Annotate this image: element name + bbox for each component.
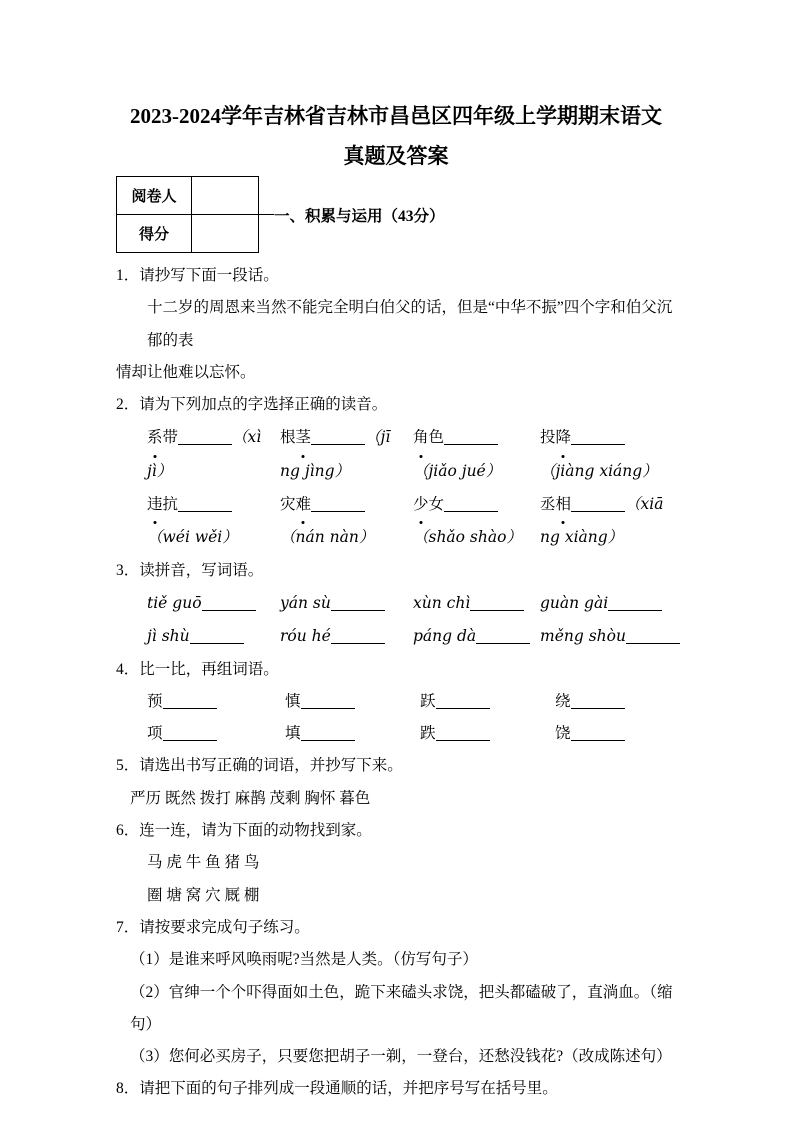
- answer-blank: [571, 499, 625, 512]
- compare-char: 项: [147, 725, 163, 743]
- grading-header: [116, 176, 676, 253]
- word-char: 丞: [540, 496, 556, 514]
- answer-blank: [444, 499, 498, 512]
- q7-sub-item-3: （3）您何必买房子，只要您把胡子一剃，一登台，还愁没钱花?（改成陈述句）: [130, 1048, 672, 1066]
- dotted-char: 茎: [296, 422, 312, 454]
- q2-item-word-line: [540, 421, 676, 454]
- q3-item: [280, 587, 413, 620]
- dotted-char: 少: [413, 489, 429, 521]
- section-heading: 一、积累与运用（43分）: [274, 207, 445, 225]
- q2-item-word-line: [540, 488, 676, 521]
- compare-char: 饶: [555, 725, 571, 743]
- pinyin-prompt: xùn chì: [413, 593, 471, 612]
- q2-item-word-line: [147, 421, 280, 454]
- q4-item: [420, 718, 555, 750]
- page-title: [116, 96, 676, 176]
- grading-table-row: [117, 177, 259, 215]
- q7-stem: 7．请按要求完成句子练习。: [116, 918, 310, 936]
- word-char: 灾: [280, 496, 296, 514]
- q2-item-pinyin-line: [147, 455, 280, 488]
- q1-stem: 1．请抄写下面一段话。: [116, 267, 279, 284]
- pinyin-option: （nán nàn）: [280, 528, 375, 547]
- answer-blank: [163, 728, 217, 741]
- q2-item-pinyin-line: [280, 521, 413, 554]
- q2-options-grid: [147, 421, 676, 554]
- q1-paragraph-line2: 情却让他难以忘怀。: [116, 363, 256, 381]
- answer-blank: [444, 432, 498, 445]
- q4-item: [555, 718, 676, 750]
- pinyin-option: （jī: [365, 428, 391, 447]
- q2-item-pinyin-line: [413, 521, 540, 554]
- answer-blank: [571, 432, 625, 445]
- q2-item: [280, 488, 413, 555]
- answer-blank: [608, 598, 662, 611]
- answer-blank: [470, 598, 524, 611]
- reviewer-label: 阅卷人: [117, 177, 192, 215]
- q2-item-word-line: [280, 421, 413, 454]
- q2-item-pinyin-line: [147, 521, 280, 554]
- answer-blank: [301, 728, 355, 741]
- compare-char: 预: [147, 692, 163, 710]
- pinyin-option: jì）: [147, 461, 173, 480]
- pinyin-option: ng jìng）: [280, 461, 350, 480]
- dotted-char: 相: [556, 489, 572, 521]
- q3-item: [147, 620, 280, 653]
- q3-item: [147, 587, 280, 620]
- q4-item: [420, 686, 555, 718]
- answer-blank: [331, 598, 385, 611]
- compare-char: 绕: [555, 692, 571, 710]
- title-line-1: 2023-2024学年吉林省吉林市昌邑区四年级上学期期末语文: [130, 104, 662, 128]
- q2-item-word-line: [147, 488, 280, 521]
- q4-item: [555, 686, 676, 718]
- question-body: [116, 260, 676, 1106]
- word-char: 色: [428, 429, 445, 447]
- answer-blank: [163, 696, 217, 709]
- q2-item: [280, 421, 413, 488]
- q5-word-list: 严历 既然 拨打 麻鹊 茂剩 胸怀 暮色: [130, 789, 371, 807]
- q2-item-word-line: [413, 488, 540, 521]
- answer-blank: [178, 432, 232, 445]
- q8-stem: 8．请把下面的句子排列成一段通顺的话，并把序号写在括号里。: [116, 1080, 558, 1098]
- q4-stem: 4．比一比，再组词语。: [116, 660, 279, 678]
- answer-blank: [190, 631, 244, 644]
- q7-sub-item-1: （1）是谁来呼风唤雨呢?当然是人类。（仿写句子）: [130, 951, 478, 969]
- q3-item: [413, 587, 540, 620]
- compare-char: 跃: [420, 692, 436, 710]
- answer-blank: [571, 696, 625, 709]
- grading-table-row: [117, 215, 259, 253]
- dotted-char: 角: [413, 422, 429, 454]
- q4-item: [147, 686, 285, 718]
- answer-blank: [331, 631, 385, 644]
- q3-item: [540, 620, 680, 653]
- pinyin-prompt: guàn gài: [540, 593, 609, 612]
- q1-paragraph-line1: 十二岁的周恩来当然不能完全明白伯父的话，但是“中华不振”四个字和伯父沉郁的表: [147, 299, 673, 349]
- q2-item: [540, 421, 676, 488]
- pinyin-prompt: páng dà: [413, 627, 477, 646]
- q3-item: [280, 620, 413, 653]
- q4-compare-grid: [147, 686, 676, 751]
- compare-char: 慎: [285, 692, 301, 710]
- pinyin-prompt: jì shù: [147, 627, 190, 646]
- compare-char: 跌: [420, 725, 436, 743]
- score-label: 得分: [117, 215, 192, 253]
- answer-blank: [311, 499, 365, 512]
- q2-item: [147, 421, 280, 488]
- pinyin-option: （jiǎo jué）: [413, 461, 502, 480]
- q2-item: [540, 488, 676, 555]
- q2-item-pinyin-line: [540, 455, 676, 488]
- word-char: 抗: [162, 496, 179, 514]
- compare-char: 填: [285, 725, 301, 743]
- reviewer-value-cell: [192, 177, 259, 215]
- q4-item: [285, 686, 420, 718]
- answer-blank: [626, 631, 680, 644]
- q3-stem: 3．读拼音，写词语。: [116, 561, 264, 579]
- word-char: 投: [540, 429, 556, 447]
- q2-item-pinyin-line: [413, 455, 540, 488]
- q6-stem: 6．连一连，请为下面的动物找到家。: [116, 822, 372, 840]
- pinyin-prompt: měng shòu: [540, 627, 626, 646]
- q3-pinyin-grid: [147, 587, 676, 654]
- word-char: 带: [162, 429, 179, 447]
- q4-item: [285, 718, 420, 750]
- q6-homes-row: 圈 塘 窝 穴 厩 棚: [147, 886, 260, 904]
- pinyin-option: （shǎo shào）: [413, 528, 522, 547]
- q2-item: [413, 488, 540, 555]
- dotted-char: 难: [296, 489, 312, 521]
- pinyin-prompt: tiě guō: [147, 593, 202, 612]
- dotted-char: 违: [147, 489, 163, 521]
- answer-blank: [301, 696, 355, 709]
- q2-item-word-line: [280, 488, 413, 521]
- answer-blank: [436, 728, 490, 741]
- dotted-char: 系: [147, 422, 163, 454]
- q7-sub-item-2: （2）官绅一个个吓得面如土色，跪下来磕头求饶，把头都磕破了，直淌血。（缩句）: [130, 983, 673, 1033]
- connector-line: [259, 214, 274, 215]
- answer-blank: [311, 432, 365, 445]
- q2-item-word-line: [413, 421, 540, 454]
- q2-item: [413, 421, 540, 488]
- q4-item: [147, 718, 285, 750]
- score-value-cell: [192, 215, 259, 253]
- pinyin-option: （xiā: [625, 495, 664, 514]
- q2-item: [147, 488, 280, 555]
- answer-blank: [436, 696, 490, 709]
- q2-item-pinyin-line: [540, 521, 676, 554]
- pinyin-prompt: yán sù: [280, 593, 331, 612]
- grading-table: [116, 176, 259, 253]
- q3-item: [413, 620, 540, 653]
- word-char: 根: [280, 429, 296, 447]
- pinyin-option: （wéi wěi）: [147, 528, 238, 547]
- answer-blank: [476, 631, 530, 644]
- q6-animals-row: 马 虎 牛 鱼 猪 鸟: [147, 854, 260, 872]
- pinyin-option: ng xiàng）: [540, 528, 624, 547]
- dotted-char: 降: [556, 422, 572, 454]
- q2-item-pinyin-line: [280, 455, 413, 488]
- pinyin-option: （xì: [232, 428, 262, 447]
- pinyin-option: （jiàng xiáng）: [540, 461, 658, 480]
- title-line-2: 真题及答案: [343, 144, 449, 168]
- q3-item: [540, 587, 680, 620]
- word-char: 女: [428, 496, 445, 514]
- answer-blank: [571, 728, 625, 741]
- q5-stem: 5．请选出书写正确的词语，并抄写下来。: [116, 757, 403, 775]
- q2-stem: 2．请为下列加点的字选择正确的读音。: [116, 396, 388, 414]
- answer-blank: [178, 499, 232, 512]
- pinyin-prompt: róu hé: [280, 627, 331, 646]
- answer-blank: [202, 598, 256, 611]
